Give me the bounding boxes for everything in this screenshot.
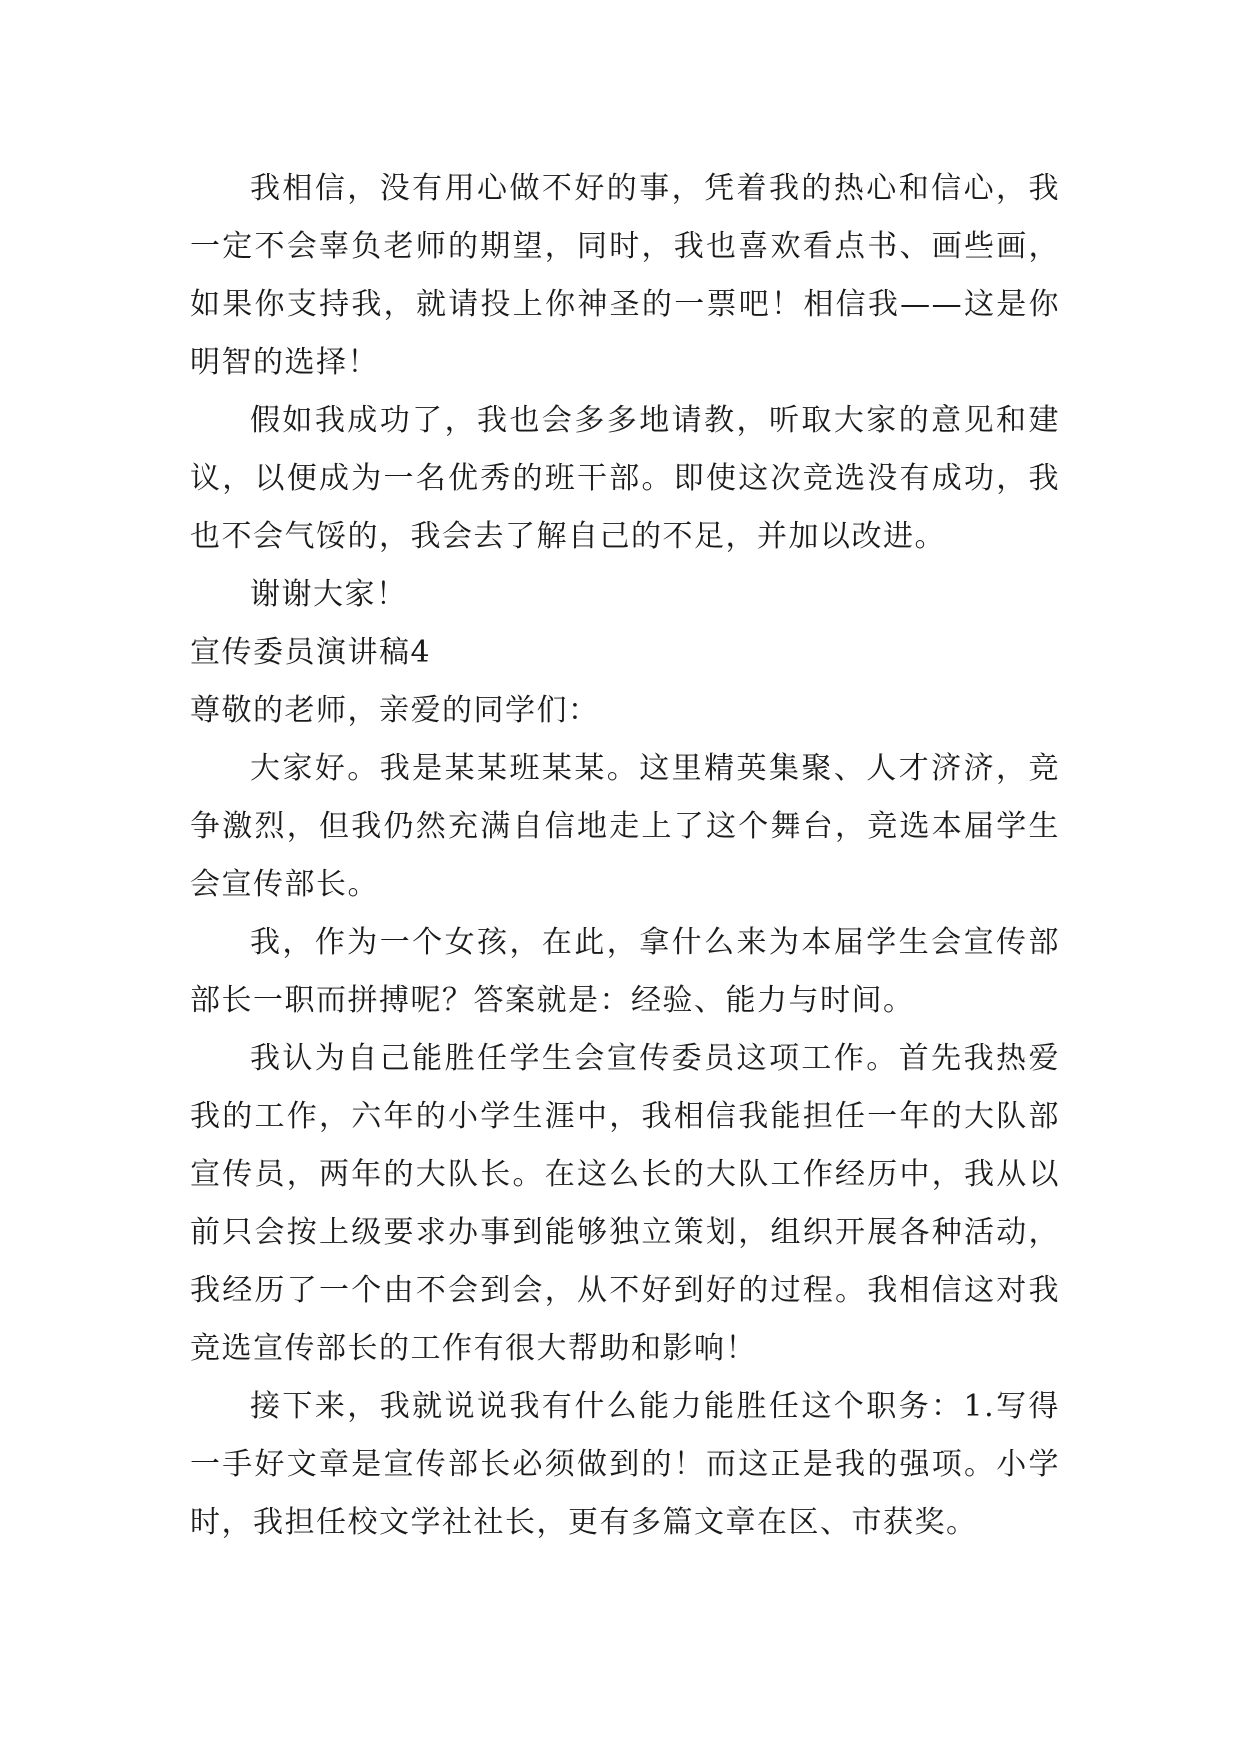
section-title: 宣传委员演讲稿4 [190,635,432,670]
paragraph-4: 大家好。我是某某班某某。这里精英集聚、人才济济，竞争激烈，但我仍然充满自信地走上了这个舞台，竞选本届学生会宣传部长。 [190,751,1060,902]
paragraph-3: 谢谢大家！ [250,577,408,612]
paragraph-6: 我认为自己能胜任学生会宣传委员这项工作。首先我热爱我的工作，六年的小学生涯中，我相信我能担任一年的大队部宣传员，两年的大队长。在这么长的大队工作经历中，我从以前只会按上级要求办事到能够独立策划，组织开展各种活动，我经历了一个由不会到会，从不好到好的过程。我相信这对我竞选宣传部长的工作有很大帮助和影响！ [190,1041,1060,1366]
paragraph-1: 我相信，没有用心做不好的事，凭着我的热心和信心，我一定不会辜负老师的期望，同时，我也喜欢看点书、画些画，如果你支持我，就请投上你神圣的一票吧！相信我——这是你明智的选择！ [190,171,1060,380]
salutation: 尊敬的老师，亲爱的同学们： [190,693,600,728]
document-body [190,160,1060,1552]
paragraph-5: 我，作为一个女孩，在此，拿什么来为本届学生会宣传部部长一职而拼搏呢？答案就是：经验、能力与时间。 [190,925,1060,1018]
paragraph-2: 假如我成功了，我也会多多地请教，听取大家的意见和建议，以便成为一名优秀的班干部。即使这次竞选没有成功，我也不会气馁的，我会去了解自己的不足，并加以改进。 [190,403,1060,554]
paragraph-7: 接下来，我就说说我有什么能力能胜任这个职务：1.写得一手好文章是宣传部长必须做到的！而这正是我的强项。小学时，我担任校文学社社长，更有多篇文章在区、市获奖。 [190,1389,1060,1540]
